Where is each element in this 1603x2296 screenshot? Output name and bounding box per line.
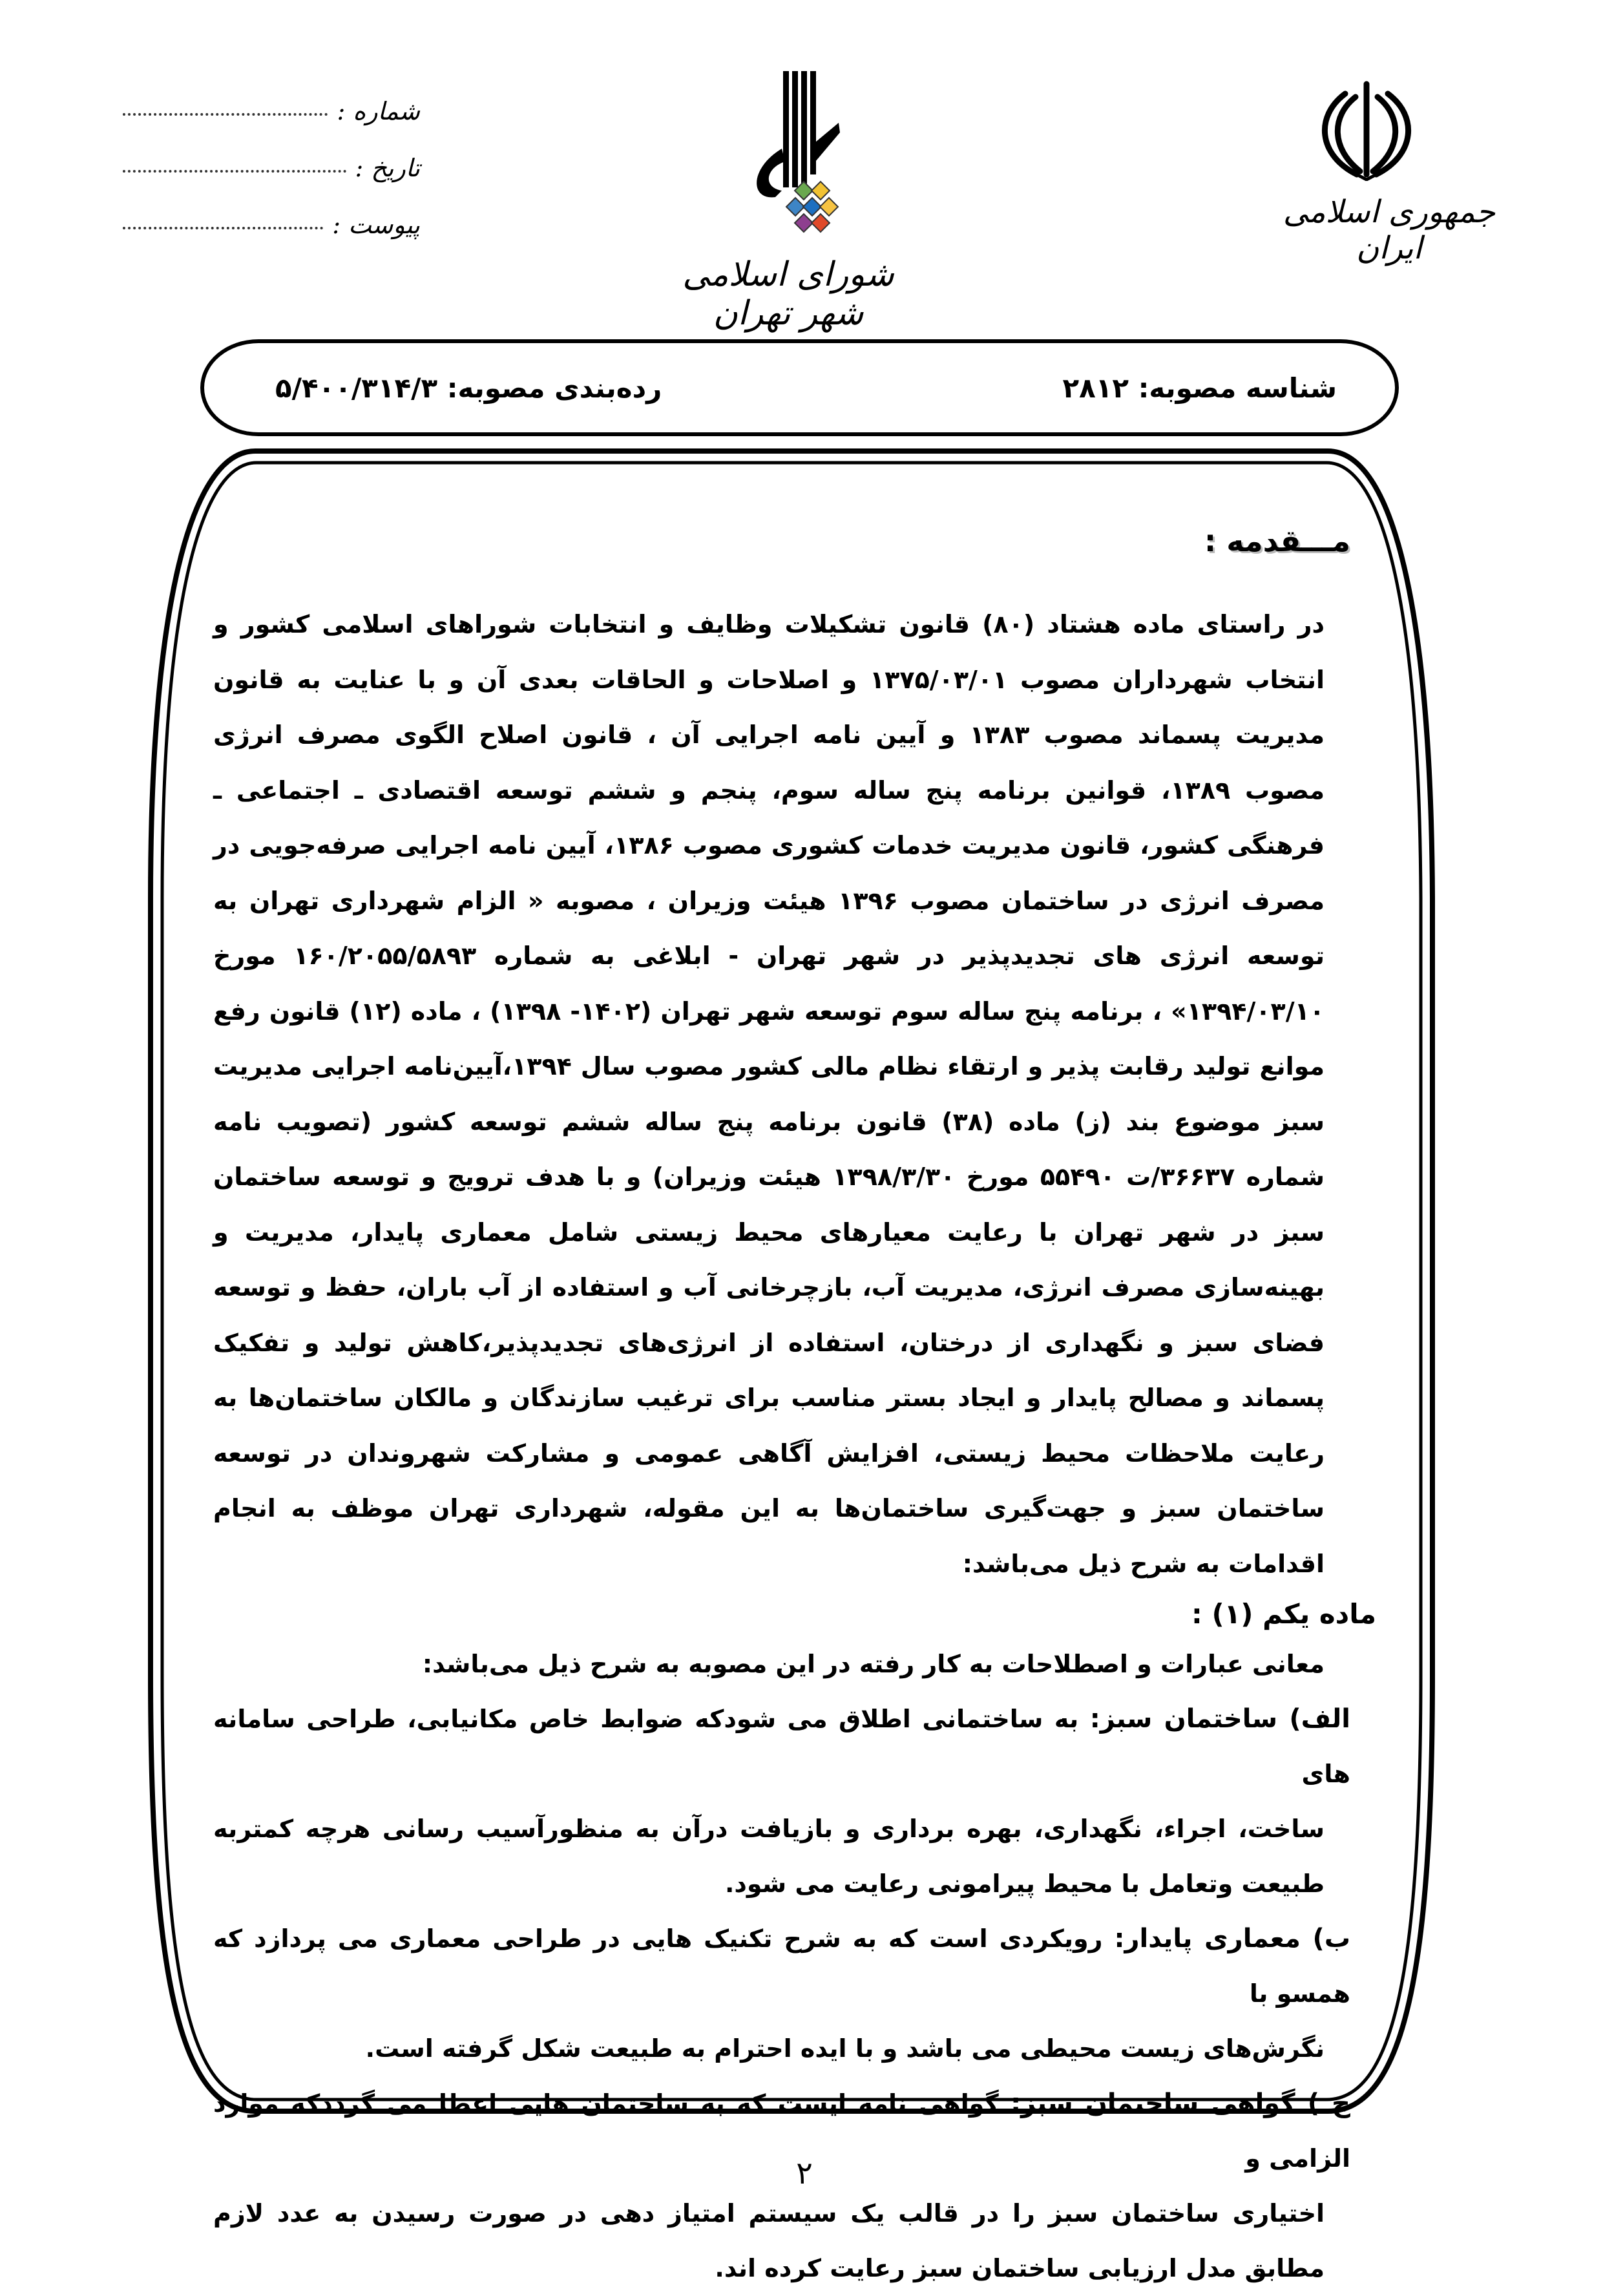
date-label: تاریخ : <box>355 154 420 182</box>
page-number: ۲ <box>796 2155 813 2191</box>
resolution-id <box>1062 372 1337 404</box>
intro-paragraph: در راستای ماده هشتاد (۸۰) قانون تشکیلات وظایف و انتخابات شوراهای اسلامی کشور و انتخاب شهرداران مصوب ۱۳۷۵/۰۳/۰۱ و اصلاحات و الحاقات بعدی آن و با عنایت به قانون مدیریت پسماند مصوب ۱۳۸۳ و آیین نامه اجرایی آن ، قانون اصلاح الگوی مصرف انرژی مصوب ۱۳۸۹، قوانین برنامه پنج ساله سوم، پنجم و ششم توسعه اقتصادی ـ اجتماعی ـ فرهنگی کشور، قانون مدیریت خدمات کشوری مصوب ۱۳۸۶، آیین نامه اجرایی صرفه‌جویی در مصرف انرژی در ساختمان مصوب ۱۳۹۶ هیئت وزیران ، مصوبه « الزام شهرداری تهران به توسعه انرژی های تجدیدپذیر در شهر تهران - ابلاغی به شماره ۱۶۰/۲۰۵۵/۵۸۹۳ مورخ ۱۳۹۴/۰۳/۱۰» ، برنامه پنج ساله سوم توسعه شهر تهران (۱۴۰۲- ۱۳۹۸) ، ماده (۱۲) قانون رفع موانع تولید رقابت پذیر و ارتقاء نظام مالی کشور مصوب سال ۱۳۹۴،آیین‌نامه اجرایی مدیریت سبز موضوع بند (ز) ماده (۳۸) قانون برنامه پنج ساله ششم توسعه کشور (تصویب نامه شماره ۳۶۶۳۷/ت ۵۵۴۹۰ مورخ ۱۳۹۸/۳/۳۰ هیئت وزیران) و با هدف ترویج و توسعه ساختمان سبز در شهر تهران با رعایت معیارهای محیط زیستی شامل معماری پایدار، مدیریت و بهینه‌سازی مصرف انرژی، مدیریت آب، بازچرخانی آب و استفاده از آب باران، حفظ و توسعه فضای سبز و نگهداری از درختان، استفاده از انرژی‌های تجدیدپذیر،کاهش تولید و تفکیک پسماند و مصالح پایدار و ایجاد بستر مناسب برای ترغیب سازندگان و مالکان ساختمان‌ها به رعایت ملاحظات محیط زیستی، افزایش آگاهی عمومی و مشارکت شهروندان در توسعه ساختمان سبز و جهت‌گیری ساختمان‌ها به این مقوله، شهرداری تهران موظف به انجام اقدامات به شرح ذیل می‌باشد: <box>213 610 1325 1578</box>
classification-label: رده‌بندی مصوبه: <box>446 372 662 404</box>
definition-continuation: نگرش‌های زیست محیطی می باشد و با ایده احترام به طبیعت شکل گرفته است. <box>365 2034 1325 2063</box>
attachment-label: پیوست : <box>332 211 420 239</box>
definition-text: به ساختمانی اطلاق می شودکه ضوابط خاص مکانیابی، طراحی سامانه های <box>213 1705 1350 1788</box>
resolution-id-value: ۲۸۱۲ <box>1062 372 1129 404</box>
definition-continuation: ساخت، اجراء، نگهداری، بهره برداری و بازیافت درآن به منظورآسیب رسانی هرچه کمتربه طبیعت وتعامل با محیط پیرامونی رعایت می شود. <box>213 1815 1325 1898</box>
definition-sustainable-architecture <box>213 1912 1350 2076</box>
definition-text: گواهی نامه ایست که به ساختمان هایی اعطا می گرددکه موارد الزامی و <box>213 2089 1350 2173</box>
attachment-blank <box>123 227 323 229</box>
classification-value: ۵/۴۰۰/۳۱۴/۳ <box>275 372 438 404</box>
council-name: شورای اسلامی شهر تهران <box>682 255 894 333</box>
date-blank <box>123 170 346 173</box>
resolution-body <box>213 511 1376 2296</box>
resolution-id-label: شناسه مصوبه: <box>1138 372 1337 404</box>
article-1-title: ماده یکم (۱) : <box>1191 1598 1376 1630</box>
definition-continuation: اختیاری ساختمان سبز را در قالب یک سیستم امتیاز دهی در صورت رسیدن به عدد لازم مطابق مدل ارزیابی ساختمان سبز رعایت کرده اند. <box>213 2199 1325 2282</box>
resolution-info-box <box>200 339 1399 436</box>
iran-emblem-icon <box>1305 78 1428 181</box>
number-label: شماره : <box>337 97 420 125</box>
number-blank <box>123 113 328 116</box>
resolution-classification <box>275 372 662 404</box>
attachment-field <box>123 211 420 268</box>
definition-label: ب) معماری پایدار: <box>1114 1924 1351 1954</box>
definition-green-building-certificate <box>213 2076 1350 2296</box>
emblem-caption: جمهوری اسلامی ایران <box>1283 194 1496 266</box>
date-field <box>123 154 420 211</box>
definition-text: رویکردی است که به شرح تکنیک هایی در طراحی معماری می پردازد که همسو با <box>213 1924 1350 2008</box>
definition-label: الف) ساختمان سبز: <box>1089 1704 1350 1734</box>
intro-heading: مـــقدمه : <box>1204 523 1350 558</box>
definition-label: ج ) گواهی ساختمان سبز: <box>1011 2089 1350 2118</box>
letter-meta-fields <box>123 97 420 268</box>
article-1-intro: معانی عبارات و اصطلاحات به کار رفته در این مصوبه به شرح ذیل می‌باشد: <box>422 1650 1325 1678</box>
definition-green-building <box>213 1692 1350 1912</box>
number-field <box>123 97 420 154</box>
